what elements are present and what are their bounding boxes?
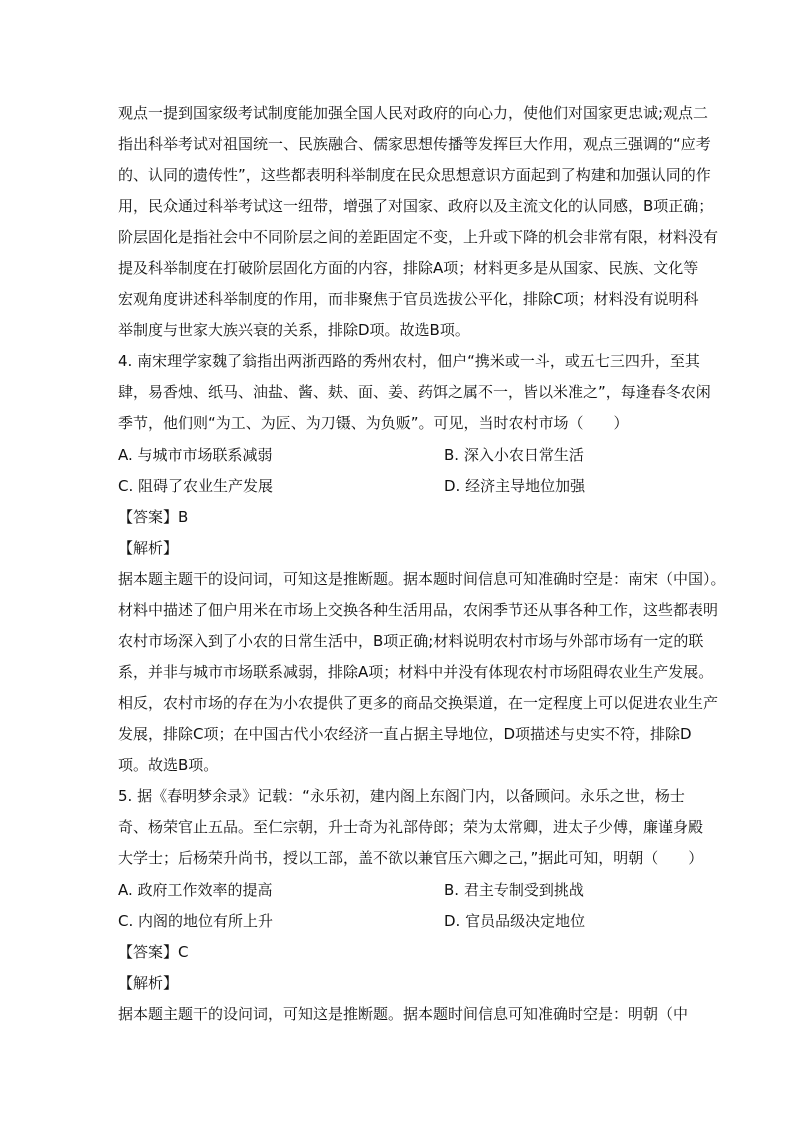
analysis-line: 指出科举考试对祖国统一、民族融合、儒家思想传播等发挥巨大作用，观点三强调的“应考 [118, 135, 711, 153]
analysis-line: 发展，排除C项；在中国古代小农经济一直占据主导地位，D项描述与史实不符，排除D [118, 725, 692, 743]
question-5-option-a: A. 政府工作效率的提高 [118, 881, 273, 899]
question-5-option-c: C. 内阁的地位有所上升 [118, 912, 274, 930]
question-5-analysis-label: 【解析】 [118, 974, 179, 992]
analysis-line: 据本题主题干的设问词，可知这是推断题。据本题时间信息可知准确时空是：明朝（中 [118, 1005, 689, 1023]
question-4-answer: 【答案】B [118, 508, 189, 526]
analysis-line: 系，并非与城市市场联系减弱，排除A项；材料中并没有体现农村市场阻碍农业生产发展。 [118, 663, 714, 681]
analysis-line: 观点一提到国家级考试制度能加强全国人民对政府的向心力，使他们对国家更忠诚;观点二 [118, 104, 709, 122]
question-4-stem: 4. 南宋理学家魏了翁指出两浙西路的秀州农村，佃户“携米或一斗，或五七三四升，至其 [118, 352, 700, 370]
analysis-line: 据本题主题干的设问词，可知这是推断题。据本题时间信息可知准确时空是：南宋（中国）。 [118, 570, 726, 588]
analysis-line: 用，民众通过科举考试这一纽带，增强了对国家、政府以及主流文化的认同感，B项正确； [118, 197, 714, 215]
analysis-line: 农村市场深入到了小农的日常生活中，B项正确;材料说明农村市场与外部市场有一定的联 [118, 632, 704, 650]
question-4-option-b: B. 深入小农日常生活 [444, 446, 584, 464]
analysis-line: 相反，农村市场的存在为小农提供了更多的商品交换渠道，在一定程度上可以促进农业生产 [118, 694, 719, 712]
analysis-line: 材料中描述了佃户用米在市场上交换各种生活用品，农闲季节还从事各种工作，这些都表明 [118, 601, 719, 619]
question-4-option-c: C. 阻碍了农业生产发展 [118, 477, 274, 495]
question-4-stem: 肆，易香烛、纸马、油盐、酱、麸、面、姜、药饵之属不一，皆以米准之”，每逢春冬农闲 [118, 383, 711, 401]
analysis-line: 的、认同的遗传性”，这些都表明科举制度在民众思想意识方面起到了构建和加强认同的作 [118, 166, 711, 184]
question-4-stem: 季节，他们则“为工、为匠、为刀镊、为负贩”。可见，当时农村市场（ ） [118, 414, 629, 432]
question-5-option-b: B. 君主专制受到挑战 [444, 881, 584, 899]
question-4-option-a: A. 与城市市场联系减弱 [118, 446, 273, 464]
question-5-stem: 5. 据《春明梦余录》记载：“永乐初，建内阁上东阁门内，以备顾问。永乐之世，杨士 [118, 787, 685, 805]
question-5-stem: 奇、杨荣官止五品。至仁宗朝，升士奇为礼部侍郎；荣为太常卿，进太子少傅，廉谨身殿 [118, 818, 704, 836]
question-5-stem: 大学士；后杨荣升尚书，授以工部，盖不欲以兼官压六卿之己，”据此可知，明朝（ ） [118, 849, 704, 867]
analysis-line: 举制度与世家大族兴衰的关系，排除D项。故选B项。 [118, 321, 470, 339]
analysis-line: 提及科举制度在打破阶层固化方面的内容，排除A项；材料更多是从国家、民族、文化等 [118, 259, 699, 277]
analysis-line: 项。故选B项。 [118, 756, 219, 774]
question-5-option-d: D. 官员品级决定地位 [444, 912, 586, 930]
question-4-option-d: D. 经济主导地位加强 [444, 477, 586, 495]
question-5-answer: 【答案】C [118, 943, 189, 961]
question-4-analysis-label: 【解析】 [118, 539, 179, 557]
analysis-line: 阶层固化是指社会中不同阶层之间的差距固定不变，上升或下降的机会非常有限，材料没有 [118, 228, 719, 246]
analysis-line: 宏观角度讲述科举制度的作用，而非聚焦于官员选拔公平化，排除C项；材料没有说明科 [118, 290, 699, 308]
